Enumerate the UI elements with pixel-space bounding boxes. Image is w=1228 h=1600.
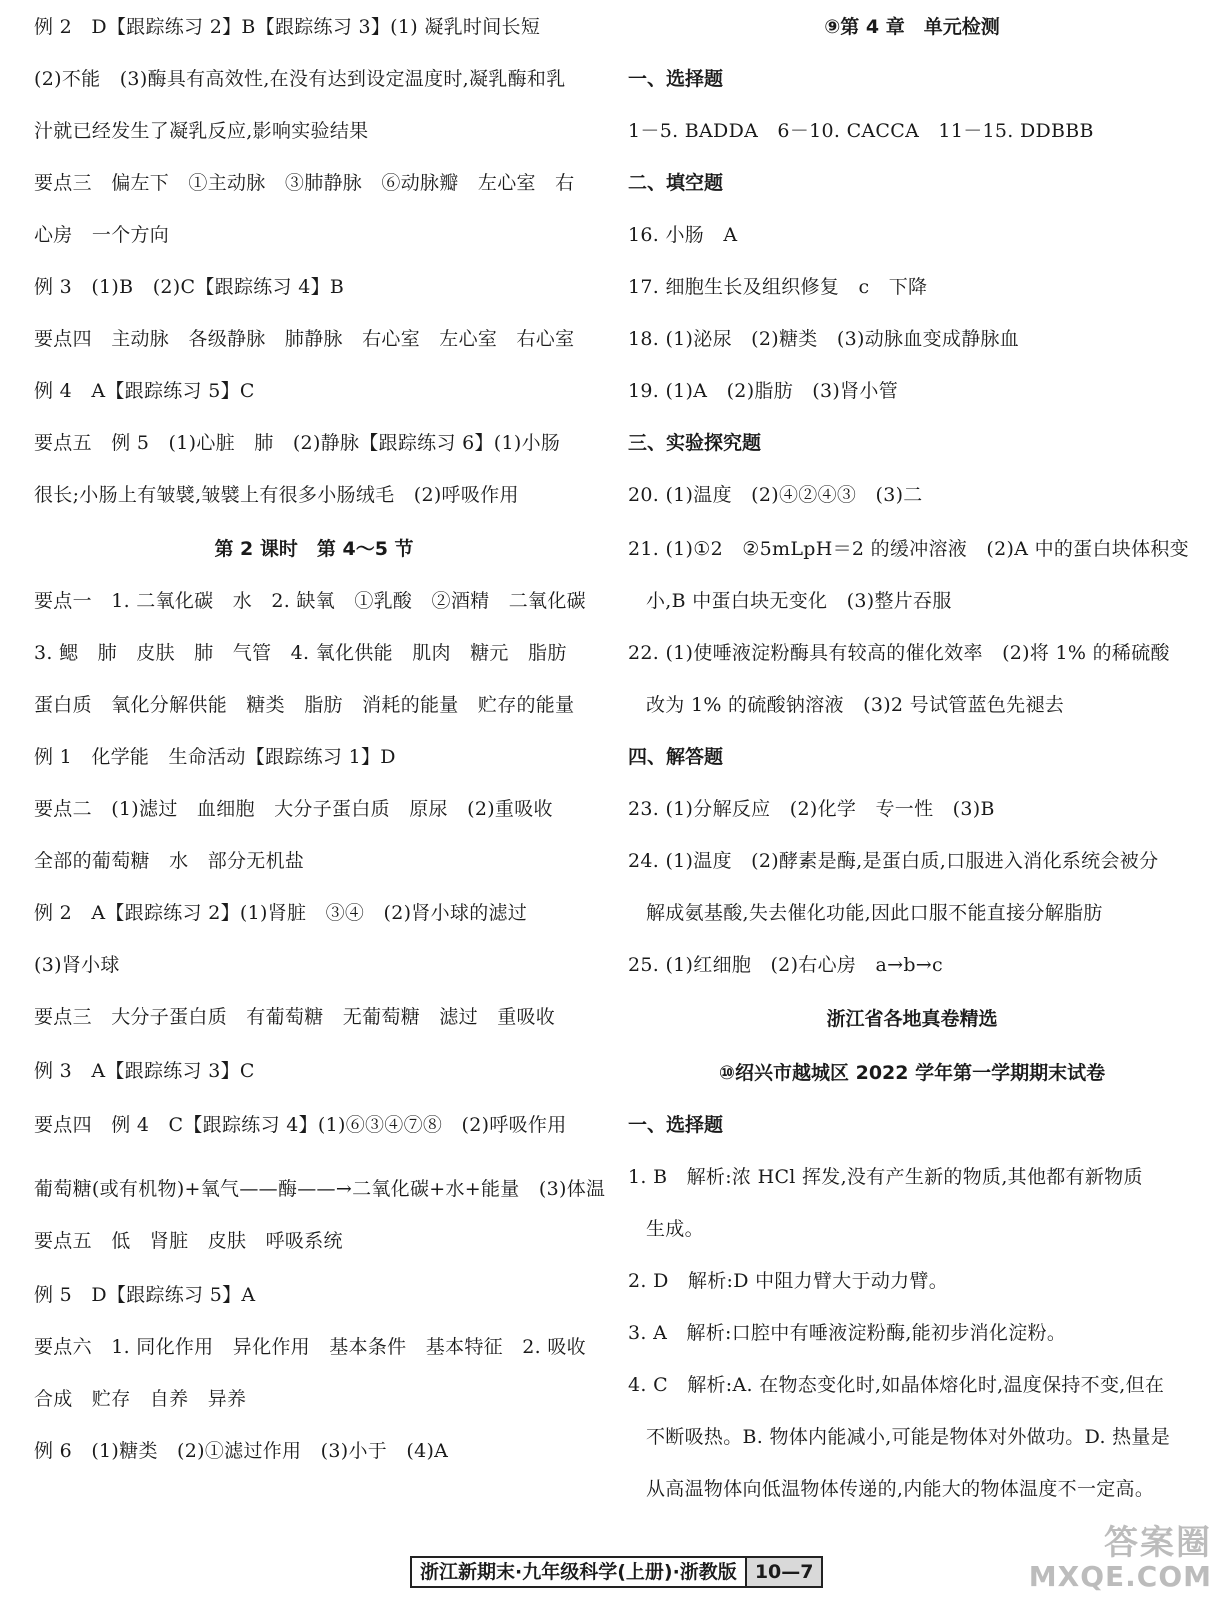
text-line: 合成 贮存 自养 异养 <box>34 1388 247 1410</box>
text-line: 3. 鳃 肺 皮肤 肺 气管 4. 氧化供能 肌肉 糖元 脂肪 <box>34 642 567 664</box>
text-line: 例 2 D【跟踪练习 2】B【跟踪练习 3】(1) 凝乳时间长短 <box>34 16 541 38</box>
text-line: 要点三 大分子蛋白质 有葡萄糖 无葡萄糖 滤过 重吸收 <box>34 1006 556 1028</box>
series-title: 浙江新期末·九年级科学(上册)·浙教版 <box>410 1556 747 1588</box>
text-line: 22. (1)使唾液淀粉酶具有较高的催化效率 (2)将 1% 的稀硫酸 <box>628 642 1170 664</box>
text-line: 不断吸热。B. 物体内能减小,可能是物体对外做功。D. 热量是 <box>646 1426 1171 1448</box>
lesson-heading: 第 2 课时 第 4～5 节 <box>214 538 414 560</box>
text-line: 很长;小肠上有皱襞,皱襞上有很多小肠绒毛 (2)呼吸作用 <box>34 484 519 506</box>
section-heading: 二、填空题 <box>628 172 724 194</box>
text-line: 18. (1)泌尿 (2)糖类 (3)动脉血变成静脉血 <box>628 328 1020 350</box>
text-line: 要点六 1. 同化作用 异化作用 基本条件 基本特征 2. 吸收 <box>34 1336 586 1358</box>
text-line: 16. 小肠 A <box>628 224 738 246</box>
text-line: 3. A 解析:口腔中有唾液淀粉酶,能初步消化淀粉。 <box>628 1322 1067 1344</box>
text-line: 改为 1% 的硫酸钠溶液 (3)2 号试管蓝色先褪去 <box>646 694 1065 716</box>
exam-collection-heading: 浙江省各地真卷精选 <box>826 1008 998 1030</box>
text-line: 要点五 例 5 (1)心脏 肺 (2)静脉【跟踪练习 6】(1)小肠 <box>34 432 561 454</box>
text-line: 生成。 <box>646 1218 704 1240</box>
watermark <box>1029 1524 1212 1592</box>
text-line: 汁就已经发生了凝乳反应,影响实验结果 <box>34 120 369 142</box>
text-line: 要点五 低 肾脏 皮肤 呼吸系统 <box>34 1230 343 1252</box>
section-heading: 一、选择题 <box>628 1114 724 1136</box>
text-line: 4. C 解析:A. 在物态变化时,如晶体熔化时,温度保持不变,但在 <box>628 1374 1165 1396</box>
text-line: 要点一 1. 二氧化碳 水 2. 缺氧 ①乳酸 ②酒精 二氧化碳 <box>34 590 586 612</box>
watermark-site: MXQE.COM <box>1028 1560 1212 1593</box>
text-line: 1－5. BADDA 6－10. CACCA 11－15. DDBBB <box>628 120 1094 142</box>
text-line: 20. (1)温度 (2)④②④③ (3)二 <box>628 484 923 506</box>
text-line: 蛋白质 氧化分解供能 糖类 脂肪 消耗的能量 贮存的能量 <box>34 694 575 716</box>
text-line: 例 3 A【跟踪练习 3】C <box>34 1060 255 1082</box>
text-line: 要点四 主动脉 各级静脉 肺静脉 右心室 左心室 右心室 <box>34 328 575 350</box>
text-line: 例 1 化学能 生命活动【跟踪练习 1】D <box>34 746 396 768</box>
text-line: 2. D 解析:D 中阻力臂大于动力臂。 <box>628 1270 949 1292</box>
section-heading: 四、解答题 <box>628 746 724 768</box>
text-line: 从高温物体向低温物体传递的,内能大的物体温度不一定高。 <box>646 1478 1155 1500</box>
text-line: 17. 细胞生长及组织修复 c 下降 <box>628 276 928 298</box>
text-line: 全部的葡萄糖 水 部分无机盐 <box>34 850 305 872</box>
text-line: 心房 一个方向 <box>34 224 170 246</box>
exam-title: ⑩绍兴市越城区 2022 学年第一学期期末试卷 <box>718 1062 1106 1084</box>
text-line: (2)不能 (3)酶具有高效性,在没有达到设定温度时,凝乳酶和乳 <box>34 68 566 90</box>
section-heading: 三、实验探究题 <box>628 432 762 454</box>
text-line: 例 6 (1)糖类 (2)①滤过作用 (3)小于 (4)A <box>34 1440 449 1462</box>
text-line: 例 3 (1)B (2)C【跟踪练习 4】B <box>34 276 345 298</box>
page-number: 10—7 <box>747 1556 824 1588</box>
text-line: 19. (1)A (2)脂肪 (3)肾小管 <box>628 380 899 402</box>
text-line: 25. (1)红细胞 (2)右心房 a→b→c <box>628 954 943 976</box>
text-line: (3)肾小球 <box>34 954 120 976</box>
equation-line: 葡萄糖(或有机物)+氧气——酶——→二氧化碳+水+能量 (3)体温 <box>34 1178 606 1200</box>
text-line: 24. (1)温度 (2)酵素是酶,是蛋白质,口服进入消化系统会被分 <box>628 850 1159 872</box>
section-heading: 一、选择题 <box>628 68 724 90</box>
text-line: 要点二 (1)滤过 血细胞 大分子蛋白质 原尿 (2)重吸收 <box>34 798 553 820</box>
watermark-brand: 答案圈 <box>1104 1523 1212 1563</box>
text-line: 例 2 A【跟踪练习 2】(1)肾脏 ③④ (2)肾小球的滤过 <box>34 902 528 924</box>
text-line: 要点四 例 4 C【跟踪练习 4】(1)⑥③④⑦⑧ (2)呼吸作用 <box>34 1114 567 1136</box>
text-line: 例 4 A【跟踪练习 5】C <box>34 380 255 402</box>
text-line: 23. (1)分解反应 (2)化学 专一性 (3)B <box>628 798 995 820</box>
chapter-heading: ⑨第 4 章 单元检测 <box>824 16 1000 38</box>
text-line: 小,B 中蛋白块无变化 (3)整片吞服 <box>646 590 952 612</box>
page-footer <box>410 1556 823 1588</box>
text-line: 例 5 D【跟踪练习 5】A <box>34 1284 256 1306</box>
text-line: 要点三 偏左下 ①主动脉 ③肺静脉 ⑥动脉瓣 左心室 右 <box>34 172 575 194</box>
text-line: 1. B 解析:浓 HCl 挥发,没有产生新的物质,其他都有新物质 <box>628 1166 1143 1188</box>
text-line: 解成氨基酸,失去催化功能,因此口服不能直接分解脂肪 <box>646 902 1103 924</box>
text-line: 21. (1)①2 ②5mLpH＝2 的缓冲溶液 (2)A 中的蛋白块体积变 <box>628 538 1189 560</box>
